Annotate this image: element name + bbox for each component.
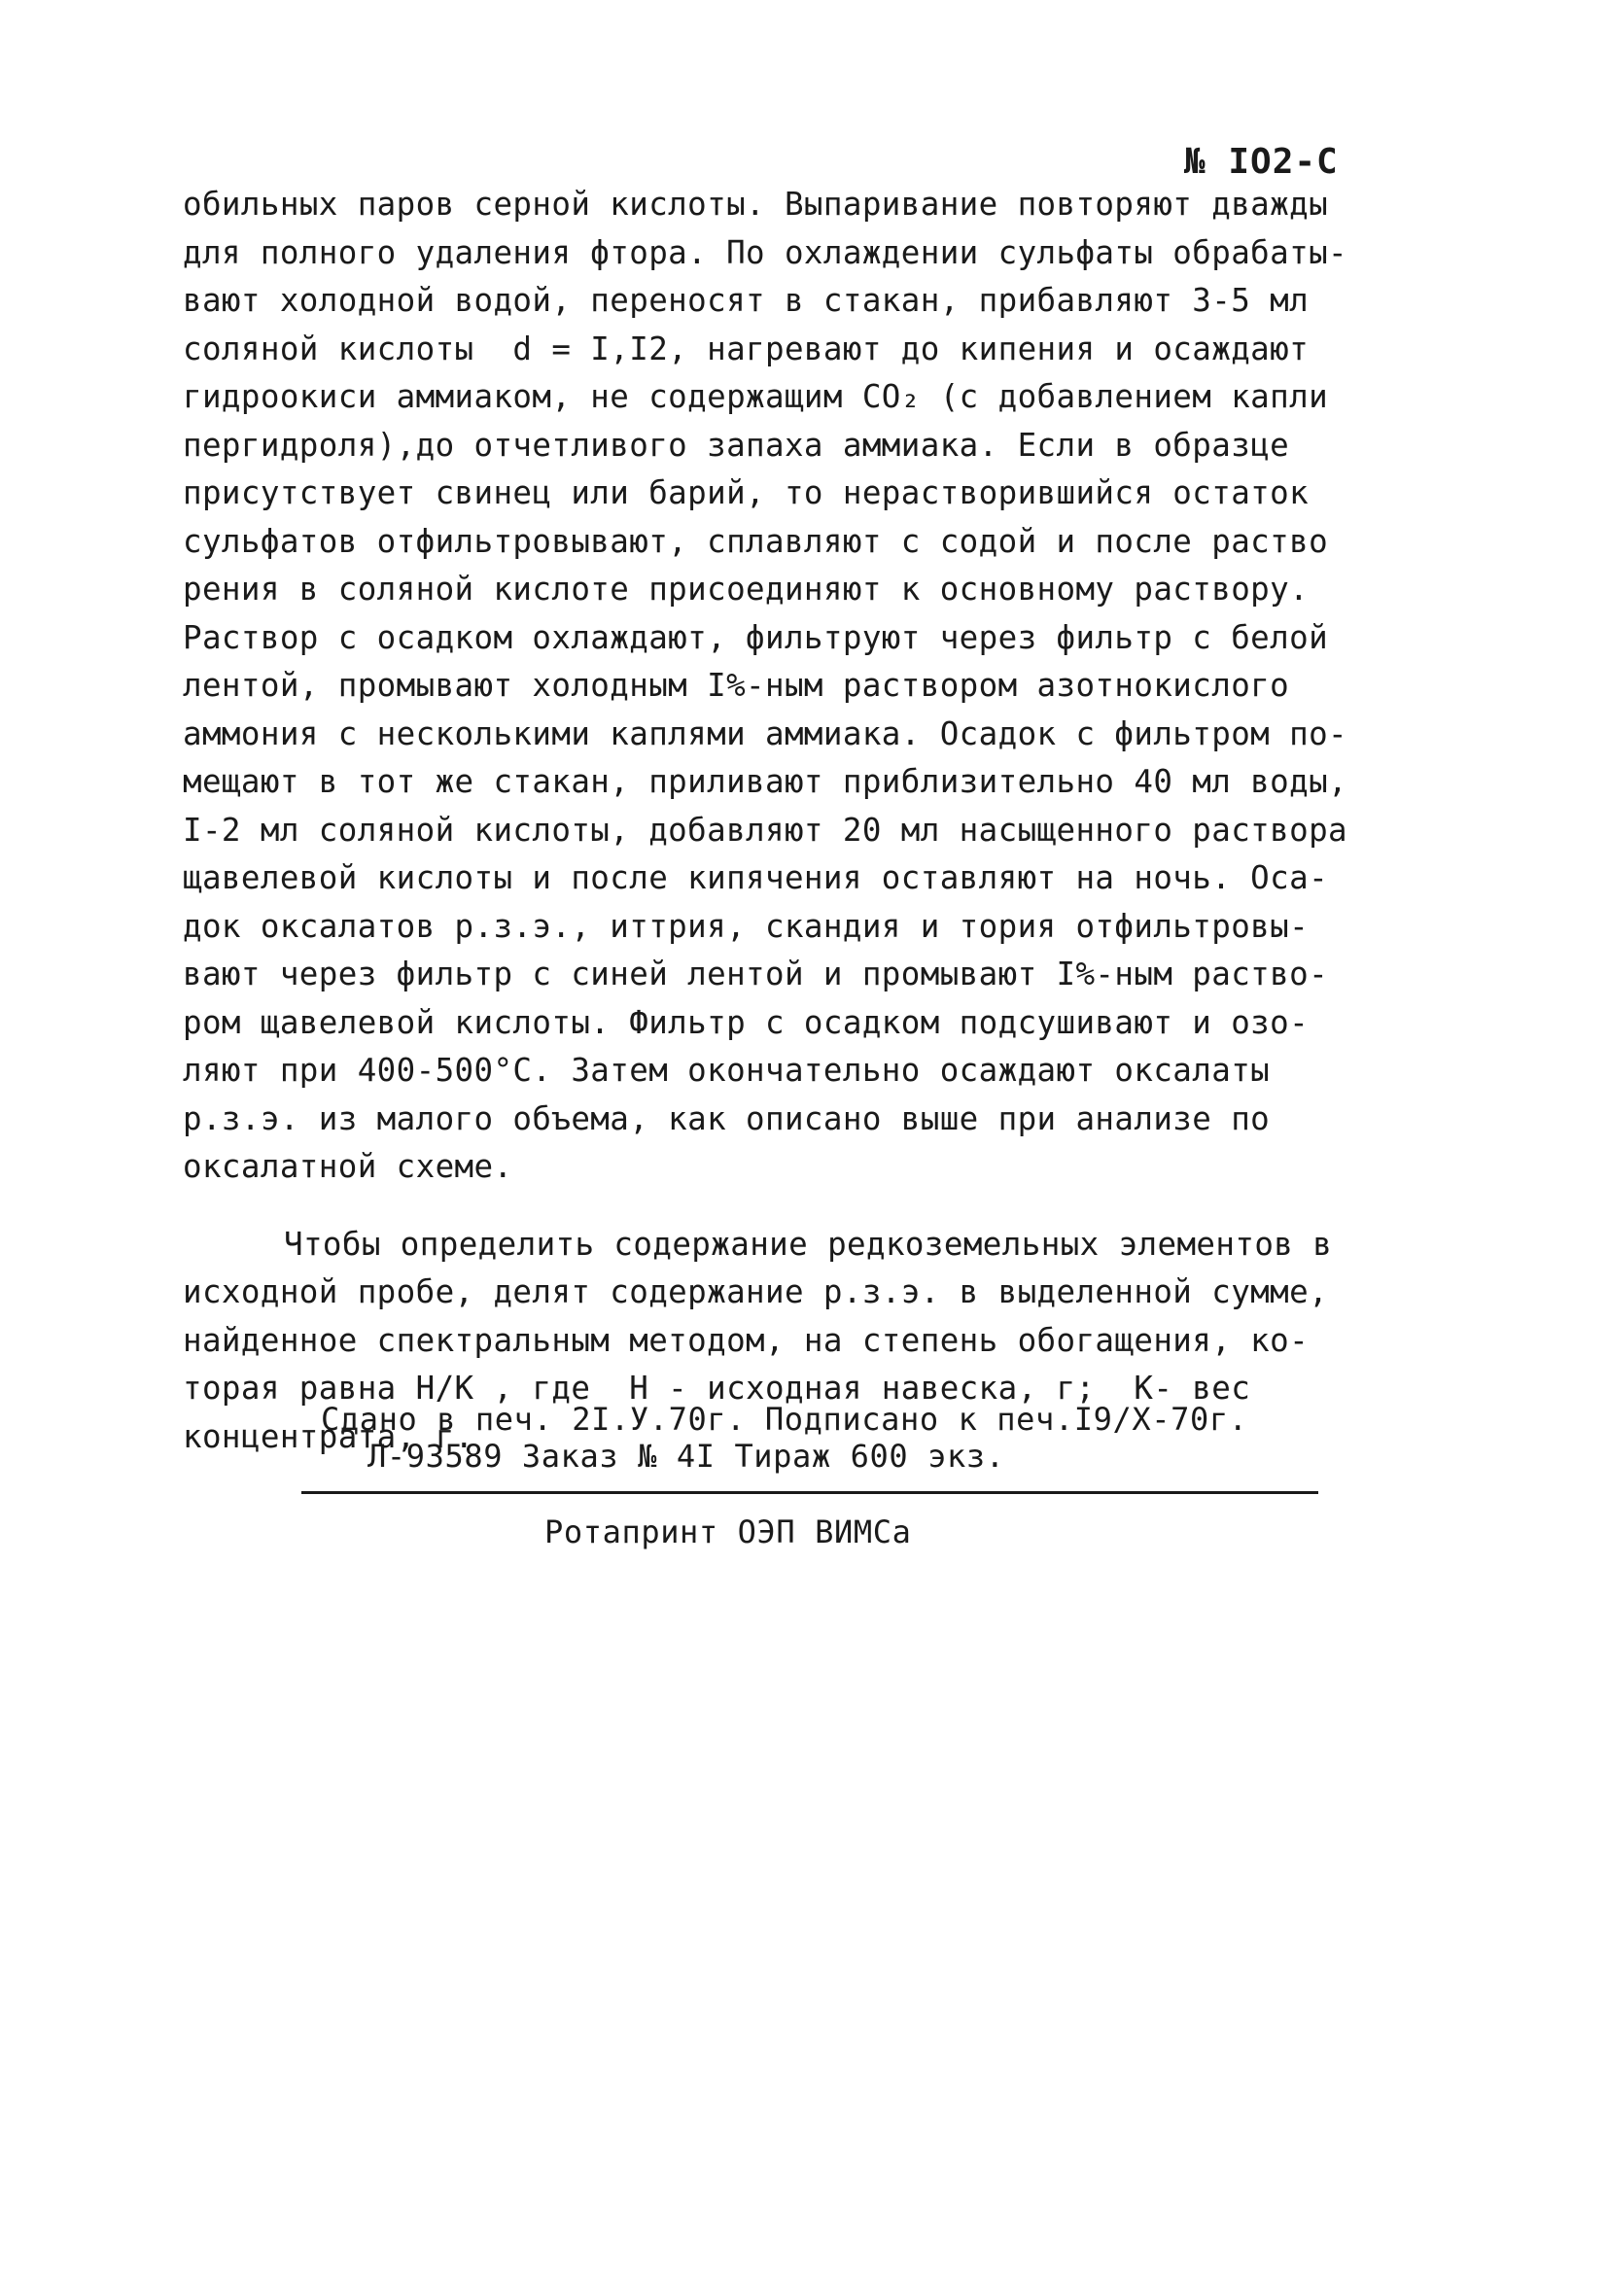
text-line: I-2 мл соляной кислоты, добавляют 20 мл насыщенного раствора: [183, 811, 1347, 849]
text-line: вают через фильтр с синей лентой и промывают I%-ным раство-: [183, 956, 1329, 992]
imprint-divider: [301, 1491, 1318, 1494]
text-line: ляют при 400-500°С. Затем окончательно осаждают оксалаты: [183, 1052, 1271, 1089]
text-line: торая равна Н/К , где Н - исходная навеска, г; К- вес: [183, 1370, 1251, 1407]
text-line: док оксалатов р.з.э., иттрия, скандия и тория отфильтровы-: [183, 907, 1310, 945]
text-line: ром щавелевой кислоты. Фильтр с осадком подсушивают и озо-: [183, 1003, 1310, 1041]
page-number: № IO2-С: [1184, 142, 1339, 182]
text-line: вают холодной водой, переносят в стакан, прибавляют 3-5 мл: [183, 282, 1310, 319]
text-line: аммония с несколькими каплями аммиака. Осадок с фильтром по-: [183, 714, 1347, 752]
imprint-printer: Ротапринт ОЭП ВИМСа: [544, 1513, 912, 1550]
text-line: соляной кислоты d = I,I2, нагревают до кипения и осаждают: [183, 330, 1310, 367]
text-line: найденное спектральным методом, на степень обогащения, ко-: [183, 1321, 1310, 1359]
text-line: концентрата, г.: [183, 1417, 474, 1455]
paragraph-1: [183, 181, 1427, 1192]
imprint-print-dates: Сдано в печ. 2I.У.70г. Подписано к печ.I9/Х-70г.: [321, 1401, 1248, 1438]
text-line: р.з.э. из малого объема, как описано выше при анализе по: [183, 1099, 1271, 1137]
text-line: исходной пробе, делят содержание р.з.э. в выделенной сумме,: [183, 1273, 1329, 1310]
text-line: сульфатов отфильтровывают, сплавляют с содой и после раство: [183, 522, 1329, 560]
text-line: щавелевой кислоты и после кипячения оставляют на ночь. Оса-: [183, 859, 1329, 896]
text-line: гидроокиси аммиаком, не содержащим CO₂ (с добавлением капли: [183, 378, 1329, 415]
text-line: присутствует свинец или барий, то нерастворившийся остаток: [183, 474, 1310, 511]
text-line: мещают в тот же стакан, приливают приблизительно 40 мл воды,: [183, 763, 1347, 800]
text-line: Чтобы определить содержание редкоземельных элементов в: [284, 1225, 1333, 1263]
text-line: лентой, промывают холодным I%-ным раствором азотнокислого: [183, 667, 1290, 704]
body-text: [183, 181, 1427, 1461]
text-line: рения в соляной кислоте присоединяют к основному раствору.: [183, 571, 1310, 608]
text-line: для полного удаления фтора. По охлаждении сульфаты обрабаты-: [183, 233, 1347, 271]
paragraph-spacer: [183, 1192, 1427, 1221]
text-line: оксалатной схеме.: [183, 1148, 513, 1185]
text-line: обильных паров серной кислоты. Выпаривание повторяют дважды: [183, 186, 1329, 223]
imprint-order-info: Л-93589 Заказ № 4I Тираж 600 экз.: [367, 1438, 1005, 1475]
text-line: Раствор с осадком охлаждают, фильтруют через фильтр с белой: [183, 618, 1329, 656]
text-line: пергидроля),до отчетливого запаха аммиака. Если в образце: [183, 426, 1290, 464]
